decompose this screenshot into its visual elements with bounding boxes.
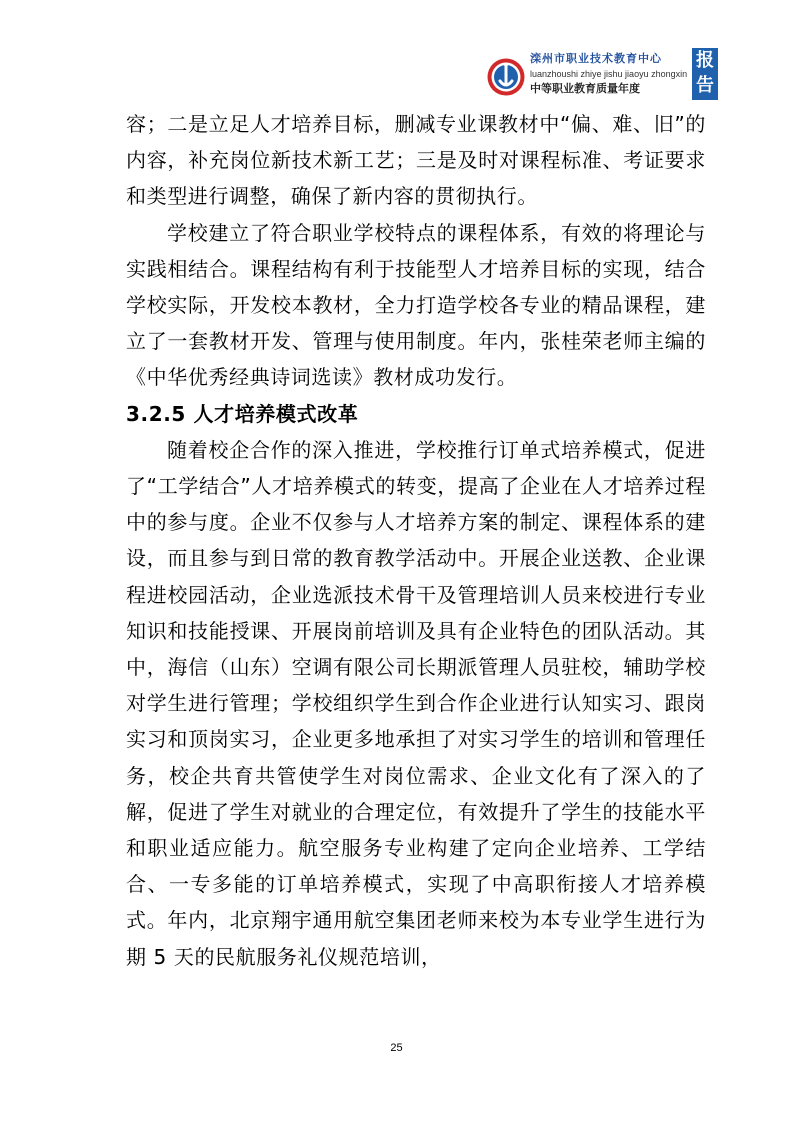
page-number: 25 (390, 1042, 403, 1054)
section-heading: 3.2.5 人才培养模式改革 (126, 401, 359, 426)
report-badge: 报告 (692, 48, 718, 100)
school-logo-icon (486, 57, 526, 97)
paragraph-3: 随着校企合作的深入推进，学校推行订单式培养模式，促进了“工学结合”人才培养模式的转变，提高了企业在人才培养过程中的参与度。企业不仅参与人才培养方案的制定、课程体系的建设，而且参与到日常的教育教学活动中。开展企业送教、企业课程进校园活动，企业选派技术骨干及管理培训人员来校进行专业知识和技能授课、开展岗前培训及具有企业特色的团队活动。其中，海信（山东）空调有限公司长期派管理人员驻校，辅助学校对学生进行管理；学校组织学生到合作企业进行认知实习、跟岗实习和顶岗实习，企业更多地承担了对实习学生的培训和管理任务，校企共育共管使学生对岗位需求、企业文化有了深入的了解，促进了学生对就业的合理定位，有效提升了学生的技能水平和职业适应能力。航空服务专业构建了定向企业培养、工学结合、一专多能的订单培养模式，实现了中高职衔接人才培养模式。年内，北京翔宇通用航空集团老师来校为本专业学生进行为期 5 天的民航服务礼仪规范培训， (126, 437, 706, 969)
report-header (486, 44, 752, 104)
paragraph-1: 容；二是立足人才培养目标，删减专业课教材中“偏、难、旧”的内容，补充岗位新技术新工艺；三是及时对课程标准、考证要求和类型进行调整，确保了新内容的贯彻执行。 (126, 112, 706, 209)
report-title: 中等职业教育质量年度 (530, 82, 640, 95)
org-name: 滦州市职业技术教育中心 (530, 52, 662, 65)
paragraph-2: 学校建立了符合职业学校特点的课程体系，有效的将理论与实践相结合。课程结构有利于技能型人才培养目标的实现，结合学校实际，开发校本教材，全力打造学校各专业的精品课程，建立了一套教材开发、管理与使用制度。年内，张桂荣老师主编的《中华优秀经典诗词选读》教材成功发行。 (126, 220, 706, 390)
org-pinyin: luanzhoushi zhiye jishu jiaoyu zhongxin (530, 69, 688, 79)
header-text-block (530, 52, 704, 96)
body-text (126, 106, 706, 975)
